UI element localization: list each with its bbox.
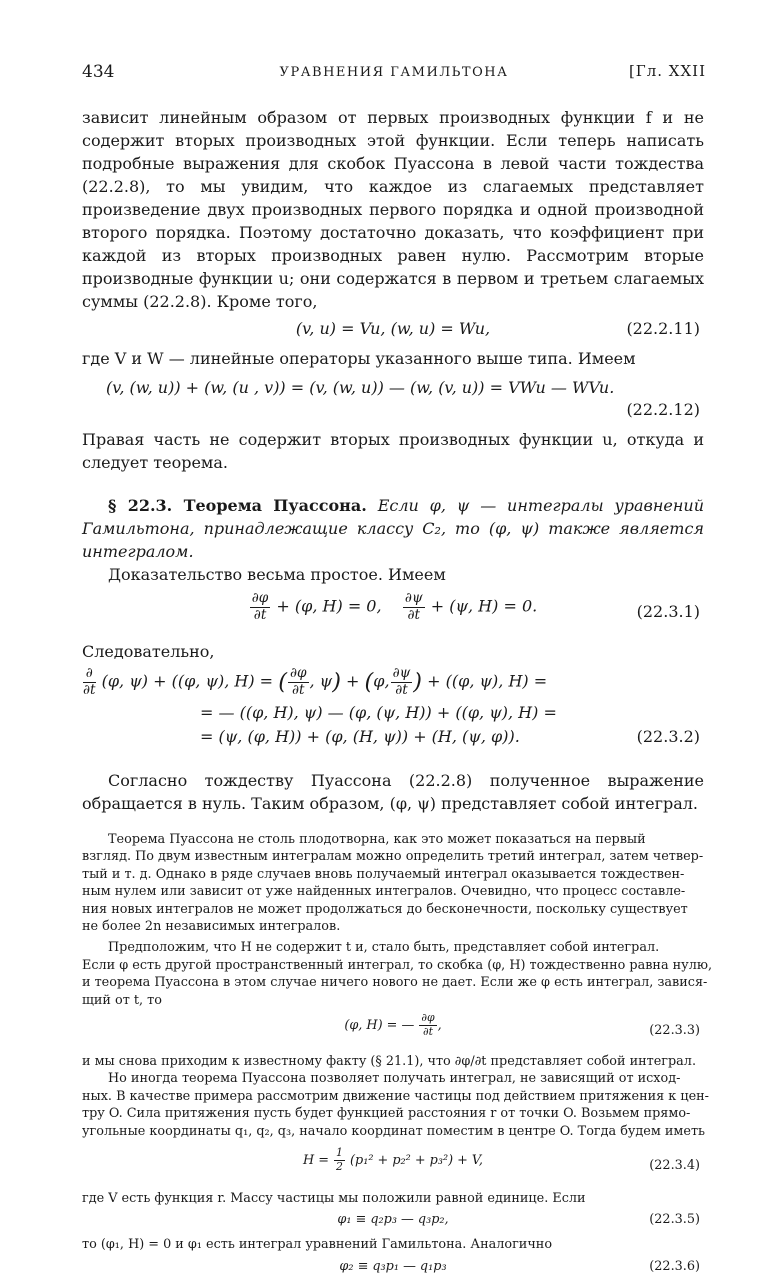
- fraction-numerator: ∂φ: [289, 665, 307, 681]
- equation-part: (φ, ψ) + ((φ, ψ), H) =: [101, 671, 274, 691]
- equation-part: , ψ: [309, 671, 333, 691]
- equation-number: (22.2.12): [626, 400, 700, 419]
- running-title: УРАВНЕНИЯ ГАМИЛЬТОНА: [279, 65, 509, 80]
- equation-part: φ,: [373, 671, 390, 691]
- fraction-numerator: 1: [336, 1146, 343, 1160]
- equation-number: (22.3.6): [649, 1258, 700, 1274]
- equation-line-3: = (ψ, (φ, H)) + (φ, (H, ψ)) + (H, (ψ, φ)).: [200, 727, 520, 746]
- paragraph-1: зависит линейным образом от первых производных функции f и не содержит вторых производных этой функции. Если теперь написать подробные выражения для скобок Пуассона в левой части тождества (22.2.8), то мы увидим, что каждое из слагаемых представляет произведение двух производных первого порядка и одной производной второго порядка. Поэтому достаточно доказать, что коэффициент при каждой из вторых производных равен нулю. Рассмотрим вторые производные функции u; они содержатся в первом и третьем слагаемых суммы (22.2.8). Кроме того,: [82, 108, 704, 311]
- text-line: Но иногда теорема Пуассона позволяет получать интеграл, не зависящий от исход-: [108, 1071, 681, 1087]
- paragraph-6: Согласно тождеству Пуассона (22.2.8) полученное выражение обращается в нуль. Таким образом, (φ, ψ) представляет собой интеграл.: [82, 771, 704, 813]
- text-line: ным нулем или зависит от уже найденных интегралов. Очевидно, что процесс составле-: [82, 884, 686, 900]
- equation-part: (φ, H) = —: [344, 1017, 415, 1033]
- equation-part: ,: [437, 1017, 442, 1033]
- equation-number: (22.3.5): [649, 1211, 700, 1227]
- equation-22-2-11: [82, 319, 704, 345]
- page-body: [82, 106, 713, 1281]
- equation-number: (22.3.3): [649, 1023, 700, 1039]
- text-line: Если φ есть другой пространственный интеграл, то скобка (φ, H) тождественно равна нулю,: [82, 957, 713, 973]
- fraction-numerator: ∂ψ: [404, 590, 423, 606]
- equation-part: + (ψ, H) = 0.: [430, 596, 538, 616]
- fraction-denominator: ∂t: [395, 681, 408, 698]
- equation-22-3-2: ∂ ∂t (φ, ψ) + ((φ, ψ), H) = ( $\frac{\partial\varphi}{\partial t}$ , ψ) + (φ, $\frac{\partial\psi}{\partial t}$ ) + ((φ, ψ), H) = = — ((φ, H), ψ) — (φ, (ψ, H)) + ((φ, ψ), H) = = (ψ, (φ, H)) + (φ, (H, ψ)) + (H, (ψ, φ)). (22.3.2): [82, 667, 704, 749]
- text-line: и теорема Пуассона в этом случае ничего нового не дает. Если же φ есть интеграл, завися-: [82, 975, 708, 991]
- paragraph-5: Следовательно,: [82, 642, 215, 661]
- text-line: щий от t, то: [82, 992, 162, 1008]
- text-line: тый и т. д. Однако в ряде случаев вновь получаемый интеграл оказывается тождествен-: [82, 866, 685, 882]
- fraction-denominator: 2: [336, 1159, 343, 1173]
- equation-22-3-1: [82, 590, 704, 634]
- small-paragraph-5: где V есть функция r. Массу частицы мы положили равной единице. Если: [82, 1191, 586, 1207]
- equation-part: (p₁² + p₂² + p₃²) + V,: [350, 1152, 484, 1168]
- equation-formula: φ₂ ≡ q₃p₁ — q₁p₃: [339, 1258, 447, 1274]
- fraction-numerator: ∂: [83, 667, 96, 683]
- fraction-denominator: ∂t: [83, 681, 96, 698]
- theorem-statement: Если φ, ψ — интегралы уравнений Гамильтона, принадлежащие классу C₂, то (φ, ψ) также является интегралом.: [82, 496, 705, 561]
- text-line: взгляд. По двум известным интегралам можно определить третий интеграл, затем четвер-: [82, 849, 704, 865]
- text-line: не более 2n независимых интегралов.: [82, 919, 341, 935]
- small-paragraph-2: [82, 939, 713, 1009]
- text-line: ных. В качестве примера рассмотрим движение частицы под действием притяжения к цен-: [82, 1088, 710, 1104]
- equation-22-3-5: [82, 1212, 704, 1234]
- equation-formula: φ₁ ≡ q₂p₃ — q₃p₂,: [337, 1211, 449, 1227]
- equation-line-2: = — ((φ, H), ψ) — (φ, (ψ, H)) + ((φ, ψ), H) =: [200, 703, 557, 722]
- equation-formula: (v, (w, u)) + (w, (u , v)) = (v, (w, u)) — (w, (v, u)) = VWu — WVu.: [106, 378, 615, 397]
- text-line: тру O. Сила притяжения пусть будет функцией расстояния r от точки O. Возьмем прямо-: [82, 1106, 691, 1122]
- text-line: угольные координаты q₁, q₂, q₃, начало координат поместим в центре O. Тогда будем иметь: [82, 1123, 706, 1139]
- paragraph-2: где V и W — линейные операторы указанного выше типа. Имеем: [82, 349, 636, 368]
- equation-22-3-4: [82, 1146, 704, 1190]
- small-paragraph-6: то (φ₁, H) = 0 и φ₁ есть интеграл уравнений Гамильтона. Аналогично: [82, 1236, 553, 1252]
- equation-22-3-6: [82, 1259, 704, 1281]
- equation-number: (22.3.1): [636, 602, 700, 621]
- equation-22-3-3: [82, 1011, 704, 1053]
- section-title: § 22.3. Теорема Пуассона.: [108, 496, 367, 515]
- text-line: Предположим, что H не содержит t и, стало быть, представляет собой интеграл.: [108, 940, 660, 956]
- equation-part: H =: [302, 1152, 329, 1168]
- fraction-numerator: ∂φ: [421, 1011, 435, 1025]
- fraction-numerator: ∂ψ: [392, 665, 411, 681]
- equation-part: + (φ, H) = 0,: [276, 596, 382, 616]
- fraction-denominator: ∂t: [291, 681, 305, 698]
- small-paragraph-4: [82, 1070, 710, 1140]
- equation-22-2-12: [82, 378, 704, 424]
- paragraph-3: Правая часть не содержит вторых производных функции u, откуда и следует теорема.: [82, 430, 704, 472]
- chapter-label: [Гл. XXII: [628, 62, 706, 80]
- fraction-numerator: ∂φ: [251, 590, 269, 606]
- equation-formula: (v, u) = Vu, (w, u) = Wu,: [295, 319, 491, 338]
- equation-number: (22.3.2): [636, 727, 700, 746]
- small-paragraph-3: и мы снова приходим к известному факту (§ 21.1), что ∂φ/∂t представляет собой интеграл.: [82, 1054, 697, 1070]
- small-paragraph-1: [82, 831, 704, 935]
- equation-number: (22.2.11): [626, 319, 700, 338]
- page-header: [82, 62, 706, 88]
- equation-part: + ((φ, ψ), H) =: [427, 671, 548, 691]
- equation-number: (22.3.4): [649, 1158, 700, 1174]
- section-22-3: [82, 494, 704, 563]
- fraction-denominator: ∂t: [407, 606, 421, 623]
- fraction-denominator: ∂t: [422, 1024, 433, 1038]
- fraction-denominator: ∂t: [253, 606, 267, 623]
- text-line: Теорема Пуассона не столь плодотворна, как это может показаться на первый: [108, 832, 646, 847]
- paragraph-4: Доказательство весьма простое. Имеем: [108, 565, 446, 584]
- page-number: 434: [82, 62, 115, 82]
- text-line: ния новых интегралов не может продолжаться до бесконечности, поскольку существует: [82, 901, 688, 917]
